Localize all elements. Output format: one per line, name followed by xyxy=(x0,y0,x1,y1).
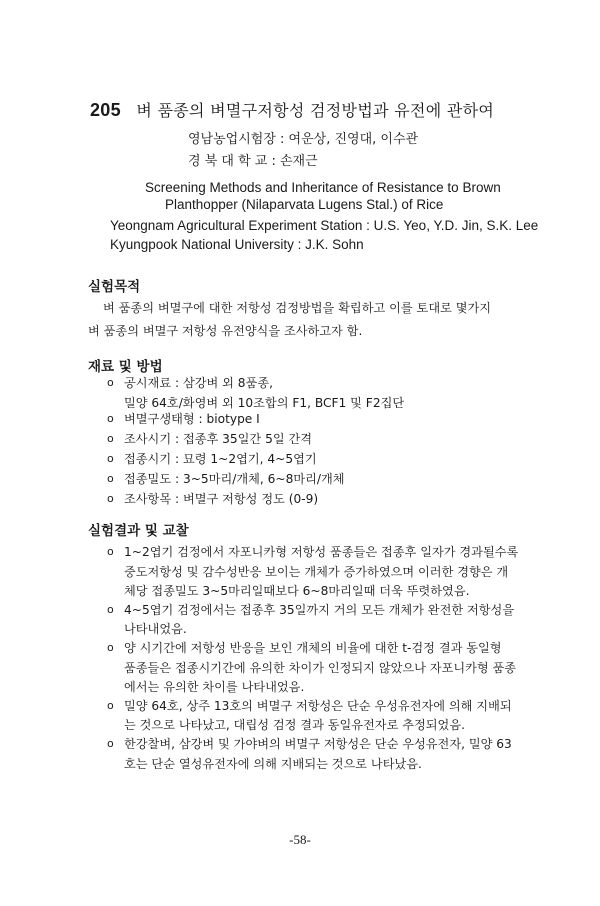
result-line: 품종들은 접종시기간에 유의한 차이가 인정되지 않았으나 자포니카형 품종 xyxy=(124,661,517,675)
material-item: 공시재료 : 삼강벼 외 8품종, xyxy=(124,376,273,390)
result-line: 4~5엽기 검정에서는 접종후 35일까지 거의 모든 개체가 완전한 저항성을 xyxy=(124,603,515,617)
result-line: 나타내었음. xyxy=(124,622,187,636)
result-line: 한강찰벼, 삼강벼 및 가야벼의 벼멸구 저항성은 단순 우성유전자, 밀양 63 xyxy=(124,737,512,751)
result-line: 1~2엽기 검정에서 자포니카형 저항성 품종들은 접종후 일자가 경과될수록 xyxy=(124,545,519,559)
result-line: 양 시기간에 저항성 반응을 보인 개체의 비율에 대한 t-검정 결과 동일형 xyxy=(124,641,502,655)
section-heading-materials: 재료 및 방법 xyxy=(88,359,163,375)
english-title-line-2: Planthopper (Nilaparvata Lugens Stal.) of Rice xyxy=(165,197,444,212)
material-item: 조사항목 : 벼멸구 저항성 정도 (0-9) xyxy=(124,492,319,506)
bullet-mark: o xyxy=(107,412,114,425)
bullet-mark: o xyxy=(107,545,114,558)
paper-title xyxy=(90,98,494,121)
bullet-mark: o xyxy=(107,603,114,616)
page-number: -58- xyxy=(289,832,311,847)
result-line: 에서는 유의한 차이를 나타내었음. xyxy=(124,680,305,694)
bullet-mark: o xyxy=(107,492,114,505)
title-number: 205 xyxy=(90,100,121,120)
bullet-mark: o xyxy=(107,737,114,750)
material-item: 벼멸구생태형 : biotype Ⅰ xyxy=(124,412,260,426)
bullet-mark: o xyxy=(107,472,114,485)
bullet-mark: o xyxy=(107,376,114,389)
section-heading-results: 실험결과 및 교찰 xyxy=(88,523,189,539)
purpose-line-2: 벼 품종의 벼멸구 저항성 유전양식을 조사하고자 함. xyxy=(88,324,363,338)
result-line: 는 것으로 나타났고, 대립성 검정 결과 동일유전자로 추정되었음. xyxy=(124,718,465,732)
author-line-2: 경 북 대 학 교 : 손재근 xyxy=(188,154,318,169)
material-item: 조사시기 : 접종후 35일간 5일 간격 xyxy=(124,432,313,446)
section-heading-purpose: 실험목적 xyxy=(88,279,141,295)
bullet-mark: o xyxy=(107,641,114,654)
result-line: 체당 접종밀도 3~5마리일때보다 6~8마리일때 더욱 뚜렷하였음. xyxy=(124,584,470,598)
result-line: 호는 단순 열성유전자에 의해 지배되는 것으로 나타났음. xyxy=(124,757,422,771)
bullet-mark: o xyxy=(107,699,114,712)
english-title-line-1: Screening Methods and Inheritance of Resistance to Brown xyxy=(145,180,501,195)
result-line: 밀양 64호, 상주 13호의 벼멸구 저항성은 단순 우성유전자에 의해 지배되 xyxy=(124,699,512,713)
title-korean: 벼 품종의 벼멸구저항성 검정방법과 유전에 관하여 xyxy=(136,101,495,120)
author-line-1: 영남농업시험장 : 여운상, 진영대, 이수관 xyxy=(188,132,419,147)
material-item: 밀양 64호/화영벼 외 10조합의 F1, BCF1 및 F2집단 xyxy=(124,396,405,410)
material-item: 접종시기 : 묘령 1~2엽기, 4~5엽기 xyxy=(124,452,317,466)
english-author-line-1: Yeongnam Agricultural Experiment Station : U.S. Yeo, Y.D. Jin, S.K. Lee xyxy=(110,218,539,233)
result-line: 중도저항성 및 감수성반응 보이는 개체가 증가하였으며 이러한 경향은 개 xyxy=(124,565,509,579)
material-item: 접종밀도 : 3~5마리/개체, 6~8마리/개체 xyxy=(124,472,345,486)
english-author-line-2: Kyungpook National University : J.K. Sohn xyxy=(110,237,364,252)
bullet-mark: o xyxy=(107,452,114,465)
bullet-mark: o xyxy=(107,432,114,445)
purpose-line-1: 벼 품종의 벼멸구에 대한 저항성 검정방법을 확립하고 이를 토대로 몇가지 xyxy=(103,301,492,315)
